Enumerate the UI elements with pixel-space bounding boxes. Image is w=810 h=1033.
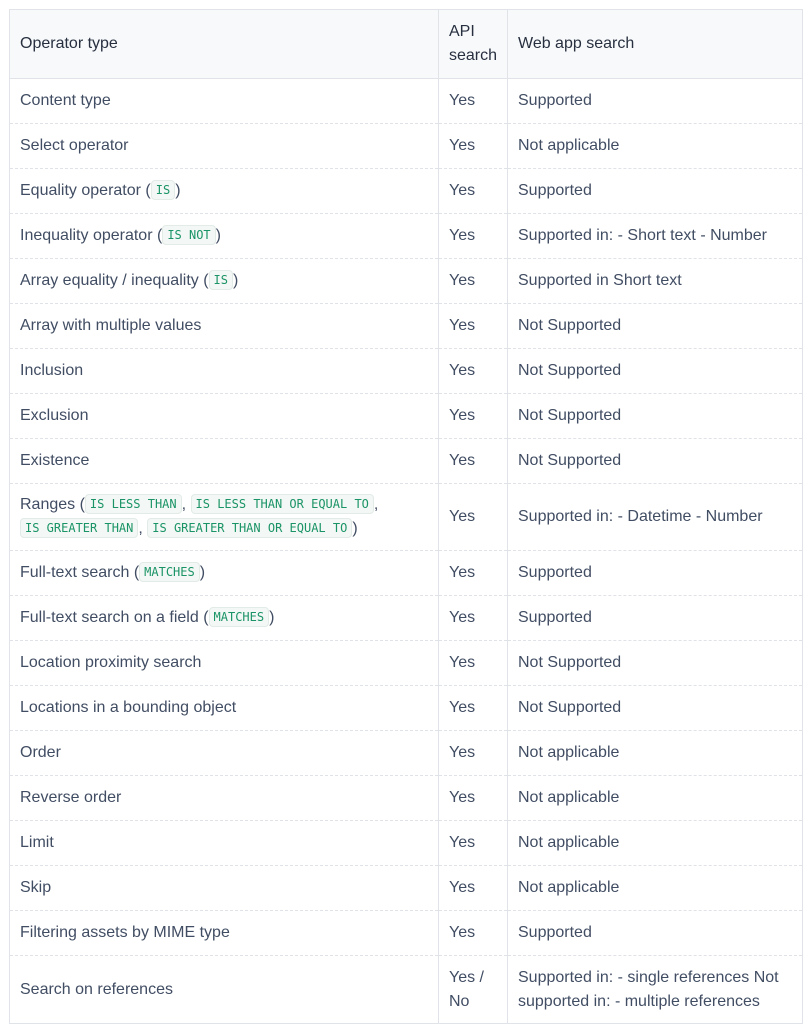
operator-type-cell [10,686,439,731]
operator-type-cell [10,551,439,596]
operator-keyword-code: IS NOT [162,225,215,245]
web-app-search-cell: Supported [508,169,803,214]
web-app-search-cell: Not Supported [508,439,803,484]
operator-support-table [9,9,803,1024]
operator-type-cell [10,169,439,214]
operator-type-cell [10,214,439,259]
operator-type-text: Array with multiple values [20,317,202,334]
operator-type-text: ) [269,609,275,626]
operator-type-text: Inclusion [20,362,84,379]
operator-keyword-code: MATCHES [139,562,200,582]
table-row [10,641,803,686]
table-row [10,304,803,349]
operator-type-text: , [373,496,379,513]
table-header-row [10,10,803,79]
table-row [10,124,803,169]
table-row [10,394,803,439]
web-app-search-cell: Supported [508,551,803,596]
api-search-cell: Yes [439,866,508,911]
operator-type-text: Reverse order [20,789,122,806]
operator-type-cell [10,956,439,1024]
api-search-cell: Yes [439,349,508,394]
operator-type-cell [10,484,439,551]
web-app-search-cell: Not Supported [508,394,803,439]
api-search-cell: Yes / No [439,956,508,1024]
operator-type-cell [10,866,439,911]
table-row [10,169,803,214]
operator-keyword-code: IS GREATER THAN OR EQUAL TO [147,518,352,538]
api-search-cell: Yes [439,439,508,484]
table-row [10,596,803,641]
table-row [10,911,803,956]
api-search-cell: Yes [439,911,508,956]
operator-type-cell [10,349,439,394]
operator-type-text: Inequality operator ( [20,227,163,244]
operator-type-text: Full-text search on a field ( [20,609,209,626]
operator-keyword-code: IS GREATER THAN [20,518,138,538]
web-app-search-cell: Supported [508,911,803,956]
table-row [10,821,803,866]
table-row [10,956,803,1024]
operator-type-text: , [138,520,148,537]
operator-type-cell [10,394,439,439]
operator-type-text: Full-text search ( [20,564,140,581]
header-operator-type: Operator type [10,10,439,79]
table-row [10,259,803,304]
table-row [10,79,803,124]
operator-type-cell [10,124,439,169]
operator-type-text: Existence [20,452,90,469]
api-search-cell: Yes [439,821,508,866]
operator-keyword-code: IS [151,180,175,200]
table-row [10,484,803,551]
web-app-search-cell: Supported in: - single references Not supported in: - multiple references [508,956,803,1024]
operator-type-text: Exclusion [20,407,89,424]
operator-keyword-code: IS [209,270,233,290]
operator-type-text: Location proximity search [20,654,202,671]
operator-type-text: ) [215,227,221,244]
operator-support-table-container [9,9,802,1024]
api-search-cell: Yes [439,304,508,349]
operator-type-text: Array equality / inequality ( [20,272,209,289]
web-app-search-cell: Not Supported [508,641,803,686]
operator-type-cell [10,911,439,956]
table-row [10,551,803,596]
web-app-search-cell: Not applicable [508,124,803,169]
operator-type-cell [10,79,439,124]
operator-type-cell [10,304,439,349]
table-row [10,439,803,484]
table-row [10,731,803,776]
web-app-search-cell: Supported in: - Datetime - Number [508,484,803,551]
operator-type-text: , [181,496,191,513]
operator-type-text: Equality operator ( [20,182,151,199]
operator-type-text: Limit [20,834,54,851]
api-search-cell: Yes [439,169,508,214]
operator-type-cell [10,731,439,776]
operator-type-cell [10,821,439,866]
operator-type-text: Order [20,744,61,761]
operator-keyword-code: IS LESS THAN [85,494,182,514]
table-row [10,349,803,394]
header-web-app-search: Web app search [508,10,803,79]
operator-type-cell [10,596,439,641]
table-row [10,214,803,259]
operator-type-text: ) [199,564,206,581]
api-search-cell: Yes [439,79,508,124]
operator-type-cell [10,439,439,484]
web-app-search-cell: Not Supported [508,686,803,731]
api-search-cell: Yes [439,551,508,596]
header-api-search: API search [439,10,508,79]
api-search-cell: Yes [439,776,508,821]
table-row [10,686,803,731]
web-app-search-cell: Supported [508,79,803,124]
operator-type-text: ) [175,182,181,199]
web-app-search-cell: Not Supported [508,349,803,394]
api-search-cell: Yes [439,394,508,439]
operator-type-cell [10,259,439,304]
operator-type-text: Ranges ( [20,496,85,513]
operator-type-cell [10,641,439,686]
operator-type-text: Filtering assets by MIME type [20,924,230,941]
operator-type-text: Skip [20,879,52,896]
operator-keyword-code: MATCHES [209,607,270,627]
web-app-search-cell: Supported in Short text [508,259,803,304]
web-app-search-cell: Not Supported [508,304,803,349]
operator-type-text: ) [352,520,358,537]
operator-keyword-code: IS LESS THAN OR EQUAL TO [191,494,374,514]
api-search-cell: Yes [439,259,508,304]
api-search-cell: Yes [439,214,508,259]
table-row [10,866,803,911]
api-search-cell: Yes [439,484,508,551]
web-app-search-cell: Supported [508,596,803,641]
api-search-cell: Yes [439,124,508,169]
operator-type-text: ) [232,272,239,289]
api-search-cell: Yes [439,596,508,641]
api-search-cell: Yes [439,686,508,731]
web-app-search-cell: Not applicable [508,776,803,821]
api-search-cell: Yes [439,731,508,776]
web-app-search-cell: Supported in: - Short text - Number [508,214,803,259]
operator-type-text: Search on references [20,980,173,998]
operator-type-text: Locations in a bounding object [20,699,237,716]
api-search-cell: Yes [439,641,508,686]
operator-type-text: Select operator [20,137,129,154]
web-app-search-cell: Not applicable [508,866,803,911]
web-app-search-cell: Not applicable [508,731,803,776]
operator-type-cell [10,776,439,821]
web-app-search-cell: Not applicable [508,821,803,866]
operator-type-text: Content type [20,92,111,109]
table-row [10,776,803,821]
